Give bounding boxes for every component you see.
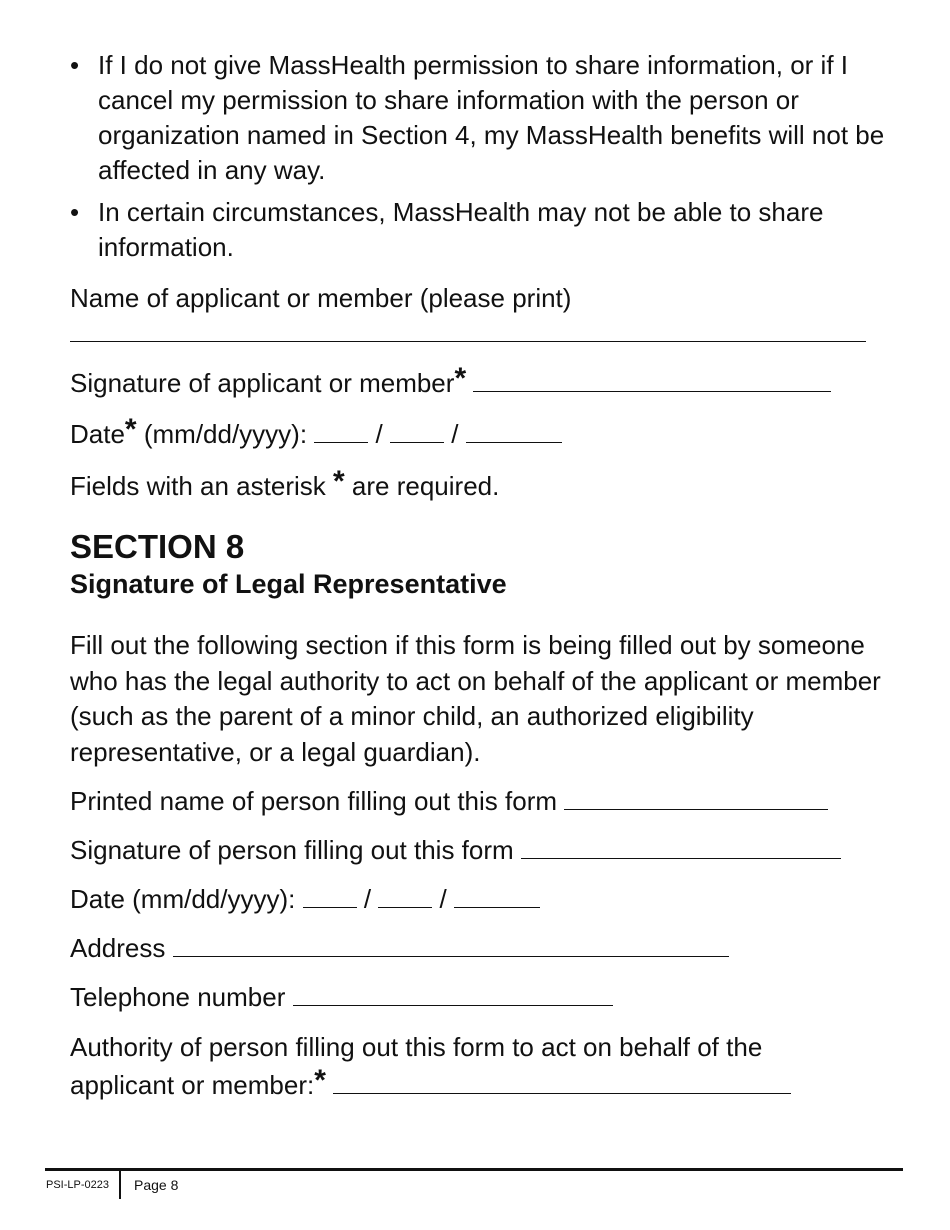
applicant-name-field[interactable]	[70, 316, 866, 350]
rep-signature-field[interactable]	[521, 834, 841, 859]
date-slash: /	[439, 884, 447, 914]
applicant-date-year-field[interactable]	[466, 418, 562, 443]
printed-name-label: Printed name of person filling out this form	[70, 786, 558, 816]
required-asterisk-icon: *	[333, 465, 345, 498]
required-note-before: Fields with an asterisk	[70, 471, 326, 501]
address-label: Address	[70, 933, 166, 963]
applicant-date-day-field[interactable]	[390, 418, 444, 443]
applicant-date-row	[70, 413, 562, 451]
address-row	[70, 931, 729, 965]
required-note	[70, 465, 500, 503]
authority-label-line-2: applicant or member:	[70, 1070, 315, 1100]
telephone-row	[70, 980, 613, 1014]
rep-date-row	[70, 882, 540, 916]
rep-date-label: Date (mm/dd/yyyy):	[70, 884, 296, 914]
footer-rule	[45, 1168, 903, 1171]
applicant-date-month-field[interactable]	[314, 418, 368, 443]
telephone-field[interactable]	[293, 981, 613, 1006]
bullet-dot-icon: •	[70, 50, 80, 80]
address-field[interactable]	[173, 932, 729, 957]
bullet-text: In certain circumstances, MassHealth may not be able to share information.	[98, 197, 824, 262]
section-title: SECTION 8	[70, 528, 245, 565]
bullet-dot-icon: •	[70, 197, 80, 227]
date-slash: /	[363, 884, 372, 914]
footer-page-number: Page 8	[134, 1177, 179, 1193]
printed-name-row	[70, 784, 828, 818]
authority-row	[70, 1066, 900, 1104]
authority-block	[70, 1028, 900, 1104]
applicant-signature-field[interactable]	[473, 367, 831, 392]
authority-field[interactable]	[333, 1069, 791, 1094]
date-slash: /	[375, 419, 383, 449]
section-subtitle: Signature of Legal Representative	[70, 569, 507, 599]
date-slash: /	[451, 419, 459, 449]
info-bullet-list	[70, 48, 900, 272]
required-asterisk-icon: *	[314, 1064, 326, 1097]
required-note-after: are required.	[351, 471, 500, 501]
applicant-date-format: (mm/dd/yyyy):	[143, 419, 308, 449]
bullet-item-permission	[70, 48, 900, 188]
footer-divider	[119, 1171, 121, 1199]
bullet-text: If I do not give MassHealth permission to share information, or if I cancel my permission to share information with the person or organization named in Section 4, my MassHealth benefits will not be affected in any way.	[98, 50, 885, 185]
authority-label-line-1: Authority of person filling out this form to act on behalf of the	[70, 1032, 763, 1062]
applicant-signature-row	[70, 362, 831, 400]
applicant-signature-label: Signature of applicant or member	[70, 368, 455, 398]
rep-date-year-field[interactable]	[454, 883, 540, 908]
bullet-item-circumstances	[70, 195, 900, 265]
rep-date-month-field[interactable]	[303, 883, 357, 908]
rep-signature-label: Signature of person filling out this form	[70, 835, 514, 865]
printed-name-field[interactable]	[564, 785, 828, 810]
footer-form-code: PSI-LP-0223	[46, 1179, 109, 1191]
required-asterisk-icon: *	[454, 362, 467, 395]
rep-date-day-field[interactable]	[378, 883, 432, 908]
telephone-label: Telephone number	[70, 982, 286, 1012]
section-intro: Fill out the following section if this form is being filled out by someone who has the legal authority to act on behalf of the applicant or member (such as the parent of a minor child, an authorized eligibility representative, or a legal guardian).	[70, 630, 881, 767]
applicant-name-blank[interactable]	[70, 317, 866, 342]
applicant-name-label: Name of applicant or member (please print)	[70, 283, 572, 313]
applicant-date-label: Date	[70, 419, 125, 449]
required-asterisk-icon: *	[124, 413, 137, 446]
rep-signature-row	[70, 833, 841, 867]
